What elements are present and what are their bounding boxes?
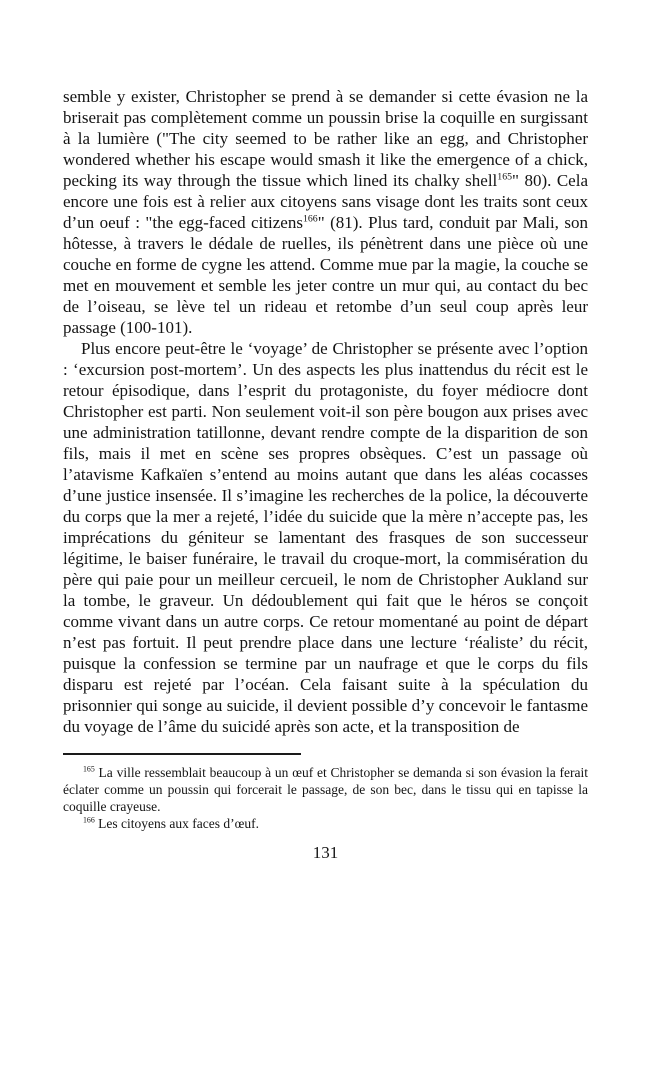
footnote-number: 165 [83,764,95,774]
footnote-ref: 165 [497,171,513,183]
footnote: $^{166}$ Les citoyens aux faces d’œuf. [83,815,259,831]
footnote: $^{165}$ La ville ressemblait beaucoup à un œuf et Christopher se demanda si son évasion la ferait éclater comme un poussin qui forcerait le passage, de son bec, dans le tissu qui en tapisse la coquille crayeuse. [63,764,588,814]
footnote-number: 166 [83,815,95,825]
footnote-separator [63,753,301,755]
footnotes [63,764,588,832]
paragraph: semble y exister, Christopher se prend à se demander si cette évasion ne la briserait pas complètement comme un poussin brise la coquille en surgissant à la lumière ("The city seemed to be rather like an egg, and Christopher wondered whether his escape would smash it like the emergence of a chick, pecking its way through the tissue which lined its chalky shell$^{165}$" 80). Cela encore une fois est à relier aux citoyens sans visage dont les traits sont ceux d’un oeuf : "the egg-faced citizens$^{166}$" (81). Plus tard, conduit par Mali, son hôtesse, à travers le dédale de ruelles, ils pénètrent dans une pièce où une couche en forme de cygne les attend. Comme mue par la magie, la couche se met en mouvement et semble les jeter contre un mur qui, au contact du bec de l’oiseau, se lève tel un rideau et retombe d’un seul coup après leur passage (100-101). [63,87,588,337]
paragraph: Plus encore peut-être le ‘voyage’ de Christopher se présente avec l’option : ‘excursion post-mortem’. Un des aspects les plus inattendus du récit est le retour épisodique, dans l’esprit du protagoniste, du foyer médiocre dont Christopher est parti. Non seulement voit-il son père bougon aux prises avec une administration tatillonne, devant rendre compte de la disparition de son fils, mais il met en scène ses propres obsèques. C’est un passage où l’atavisme Kafkaïen s’entend au moins autant que dans les aléas cocasses d’une justice insensée. Il s’imagine les recherches de la police, la découverte du corps que la mer a rejeté, l’idée du suicide que la mère n’accepte pas, les imprécations du géniteur se lamentant des frasques de son successeur légitime, le baiser funéraire, le travail du croque-mort, la commisération du père qui paie pour un meilleur cercueil, le nom de Christopher Aukland sur la tombe, le graveur. Un dédoublement qui fait que le héros se conçoit comme vivant dans un autre corps. Ce retour momentané au point de départ n’est pas fortuit. Il peut prendre place dans une lecture ‘réaliste’ du récit, puisque la confession se termine par un naufrage et que le corps du fils disparu est rejeté par l’océan. Cela faisant suite à la spéculation du prisonnier qui songe au suicide, il devient possible d’y concevoir le fantasme du voyage de l’âme du suicidé après son acte, et la transposition de [63,339,588,736]
page-number: 131 [312,843,339,862]
footnote-ref: 166 [302,213,318,225]
body-text [63,86,588,737]
